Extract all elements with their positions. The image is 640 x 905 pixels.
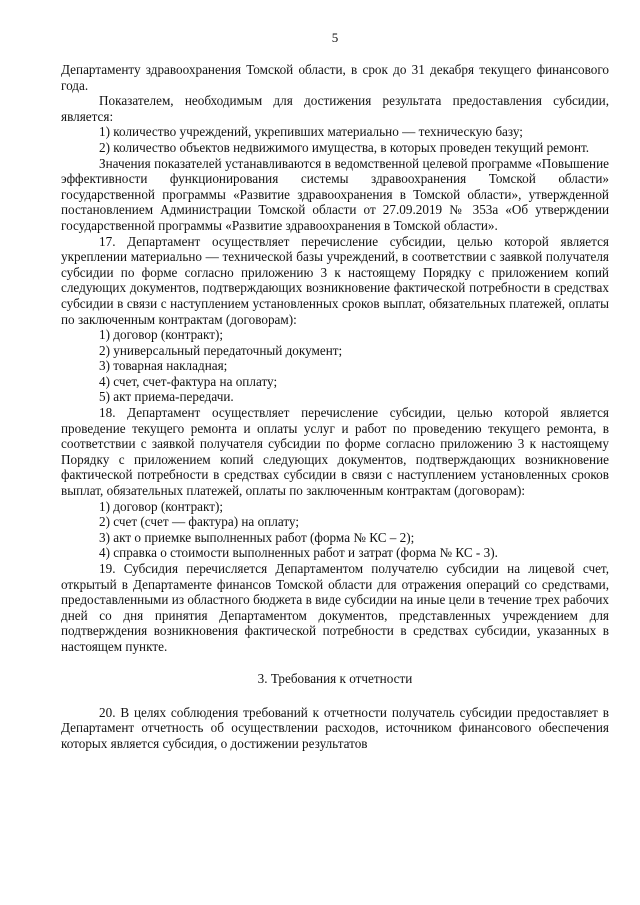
list-item: 1) договор (контракт); [99,327,224,343]
section-heading: 3. Требования к отчетности [257,670,413,686]
list-item: 2) количество объектов недвижимого имущества, в которых проведен текущий ремонт. [99,139,590,155]
list-item: 3) товарная накладная; [99,358,228,374]
list-item: 1) количество учреждений, укрепивших материально — техническую базу; [99,124,523,140]
list-item: 1) договор (контракт); [99,498,224,514]
paragraph: Департаменту здравоохранения Томской области, в срок до 31 декабря текущего финансового года. [61,62,609,93]
list-item: 3) акт о приемке выполненных работ (форма № КС – 2); [99,529,415,545]
list-item: 2) универсальный передаточный документ; [99,342,343,358]
list-item: 4) справка о стоимости выполненных работ и затрат (форма № КС - 3). [99,545,498,561]
paragraph: Значения показателей устанавливаются в ведомственной целевой программе «Повышение эффективности функционирования системы здравоохранения Томской области» государственной программы «Развитие здравоохранения в Томской области», утвержденной постановлением Администрации Томской области от 27.09.2019 № 353а «Об утверждении государственной программы «Развитие здравоохранения в Томской области». [61,155,609,233]
paragraph-18: 18. Департамент осуществляет перечисление субсидии, целью которой является проведение текущего ремонта и оплаты услуг и работ по проведению текущего ремонта, в соответствии с заявкой получателя субсидии по форме согласно приложению 3 к настоящему Порядку с приложением копий следующих документов, подтверждающих возникновение фактической потребности в средствах субсидии в связи с наступлением установленных сроков выплат, обязательных платежей, оплаты по заключенным контрактам (договорам): [61,405,609,499]
list-item: 5) акт приема-передачи. [99,389,234,405]
document-page [61,30,609,751]
paragraph: Показателем, необходимым для достижения результата предоставления субсидии, является: [61,93,609,124]
list-item: 2) счет (счет — фактура) на оплату; [99,514,300,530]
paragraph-20: 20. В целях соблюдения требований к отчетности получатель субсидии предоставляет в Департамент отчетность об осуществлении расходов, источником финансового обеспечения которых является субсидия, о достижении результатов [61,704,609,751]
page-number: 5 [331,30,339,45]
paragraph-19: 19. Субсидия перечисляется Департаментом получателю субсидии на лицевой счет, открытый в Департаменте финансов Томской области для отражения операций со средствами, предоставленными из областного бюджета в виде субсидии на иные цели в течение трех рабочих дней со дня принятия Департаментом документов, представленных учреждением для подтверждения возникновения фактической потребности в средствах субсидии, указанных в настоящем пункте. [61,561,609,654]
list-item: 4) счет, счет-фактура на оплату; [99,373,278,389]
paragraph-17: 17. Департамент осуществляет перечисление субсидии, целью которой является укреплении материально — технической базы учреждений, в соответствии с заявкой получателя субсидии по форме согласно приложению 3 к настоящему Порядку с приложением копий следующих документов, подтверждающих возникновение фактической потребности в средствах субсидии в связи с наступлением установленных сроков выплат, обязательных платежей, оплаты по заключенным контрактам (договорам): [61,233,609,327]
